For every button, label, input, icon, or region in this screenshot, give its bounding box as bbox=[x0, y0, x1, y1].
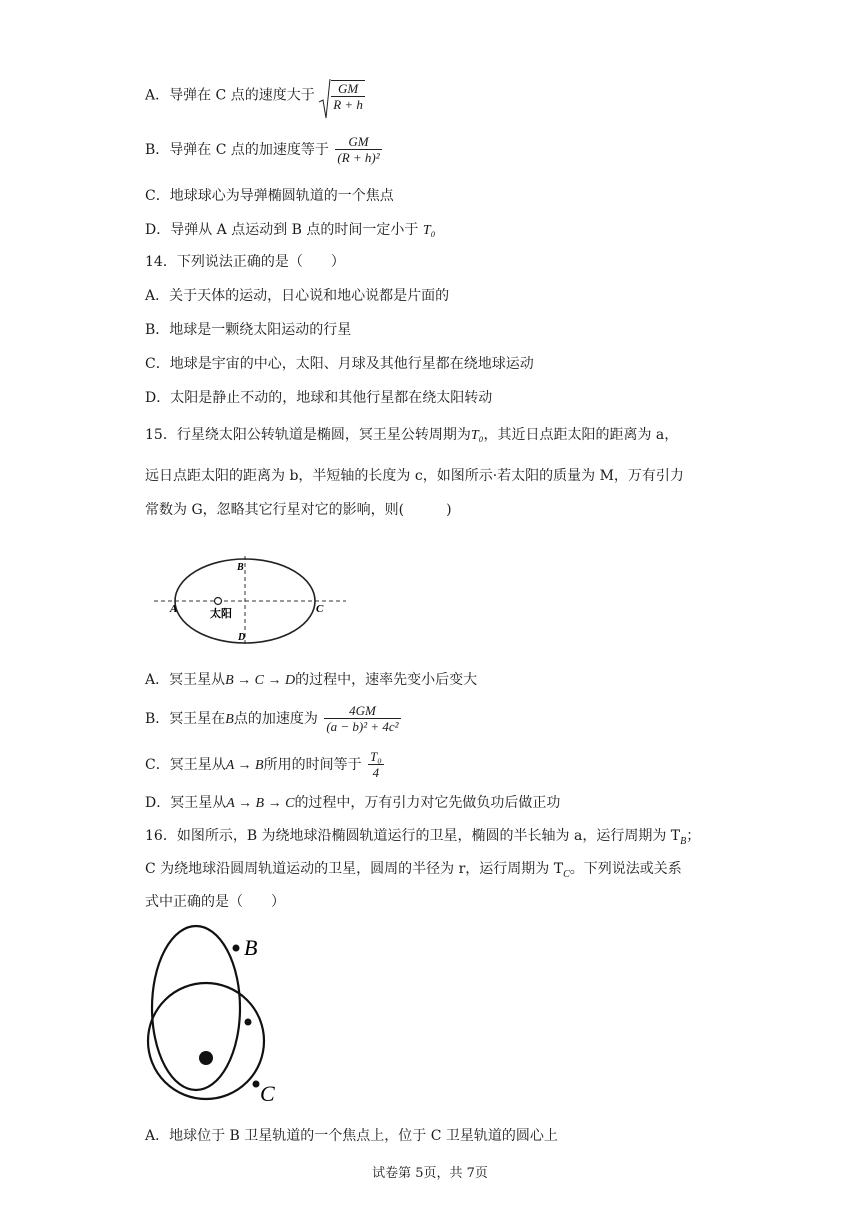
q16-orbit-figure bbox=[140, 920, 300, 1120]
q16-stem-line1 bbox=[145, 826, 700, 852]
label-b: B bbox=[237, 562, 244, 573]
q13-option-c: C．地球球心为导弹椭圆轨道的一个焦点 bbox=[145, 188, 394, 204]
fraction-numerator: GM bbox=[348, 134, 369, 149]
path-expression: A → B bbox=[225, 758, 264, 773]
subscript-c: C bbox=[563, 868, 570, 880]
q15-option-b bbox=[145, 703, 403, 735]
q15-option-d-text-cont: 的过程中，万有引力对它先做负功后做正功 bbox=[294, 795, 561, 811]
fraction bbox=[335, 134, 381, 166]
symbol-t0: T₀ bbox=[422, 223, 436, 238]
label-b: B bbox=[244, 935, 258, 960]
label-c: C bbox=[260, 1081, 275, 1106]
fraction-denominator: (a − b)² + 4c² bbox=[326, 719, 399, 734]
sqrt-fraction bbox=[331, 80, 365, 113]
q13-option-a bbox=[145, 78, 367, 113]
q16-stem-text-cont: 。下列说法或关系 bbox=[569, 861, 682, 877]
q13-option-b-text: B．导弹在 C 点的加速度等于 bbox=[145, 142, 329, 158]
q15-option-c bbox=[145, 749, 386, 781]
satellite-b bbox=[233, 945, 240, 952]
q16-stem-text: C 为绕地球沿圆周轨道运动的卫星，圆周的半径为 r，运行周期为 T bbox=[145, 861, 564, 877]
q15-stem-line2: 远日点距太阳的距离为 b，半短轴的长度为 c，如图所示·若太阳的质量为 M，万有引力 bbox=[145, 468, 684, 484]
q14-option-b: B．地球是一颗绕太阳运动的行星 bbox=[145, 322, 352, 338]
earth-marker bbox=[199, 1051, 213, 1065]
q15-stem-line1 bbox=[145, 425, 678, 446]
page-footer: 试卷第 5页，共 7页 bbox=[372, 1166, 488, 1181]
q15-option-d bbox=[145, 793, 560, 814]
orbit-c-circle bbox=[148, 983, 264, 1099]
label-sun: 太阳 bbox=[210, 608, 232, 620]
subscript-b: B bbox=[680, 835, 687, 847]
q13-option-b bbox=[145, 134, 384, 166]
orbit-b-ellipse bbox=[152, 926, 240, 1090]
fraction-numerator: 4GM bbox=[349, 703, 376, 718]
q16-stem-punct: ； bbox=[686, 828, 701, 844]
q13-option-a-text: A．导弹在 C 点的速度大于 bbox=[145, 87, 315, 104]
q15-option-b-text-cont: 点的加速度为 bbox=[233, 711, 318, 727]
fraction bbox=[368, 749, 384, 781]
sqrt-sign bbox=[319, 78, 331, 120]
q15-option-d-text: D．冥王星从 bbox=[145, 795, 227, 811]
q14-option-c: C．地球是宇宙的中心，太阳、月球及其他行星都在绕地球运动 bbox=[145, 356, 534, 372]
point-label: B bbox=[225, 712, 234, 727]
symbol-t0: T₀ bbox=[470, 428, 484, 443]
q15-option-a bbox=[145, 670, 477, 691]
satellite-c bbox=[253, 1081, 260, 1088]
q16-stem-text: 16．如图所示，B 为绕地球沿椭圆轨道运行的卫星，椭圆的半长轴为 a，运行周期为 T bbox=[145, 828, 681, 844]
label-a: A bbox=[170, 603, 178, 615]
q16-stem-line3: 式中正确的是（ ） bbox=[145, 894, 285, 910]
q15-stem-line3: 常数为 G，忽略其它行星对它的影响，则( ) bbox=[145, 502, 452, 518]
fraction-denominator: 4 bbox=[368, 764, 384, 781]
fraction-numerator: T₀ bbox=[370, 749, 382, 764]
sun-marker bbox=[215, 598, 222, 605]
q15-option-b-text: B．冥王星在 bbox=[145, 711, 226, 727]
fraction-numerator: GM bbox=[337, 81, 359, 96]
q15-option-c-text: C．冥王星从 bbox=[145, 757, 226, 773]
q15-stem-text: 15．行星绕太阳公转轨道是椭圆，冥王星公转周期为 bbox=[145, 427, 471, 443]
q13-option-d-text: D．导弹从 A 点运动到 B 点的时间一定小于 bbox=[145, 222, 419, 238]
q13-option-d bbox=[145, 220, 436, 241]
path-expression: A → B → C bbox=[226, 796, 295, 811]
q15-option-a-text: A．冥王星从 bbox=[145, 672, 226, 688]
q14-option-a: A．关于天体的运动，日心说和地心说都是片面的 bbox=[145, 288, 450, 304]
label-c: C bbox=[316, 603, 324, 615]
q15-stem-text-cont: ，其近日点距太阳的距离为 a， bbox=[483, 427, 679, 443]
q14-stem: 14．下列说法正确的是（ ） bbox=[145, 254, 345, 270]
fraction-denominator: R + h bbox=[333, 97, 363, 112]
q16-stem-line2 bbox=[145, 859, 682, 885]
q15-option-a-text-cont: 的过程中，速率先变小后变大 bbox=[295, 672, 478, 688]
label-d: D bbox=[238, 632, 246, 643]
q15-option-c-text-cont: 所用的时间等于 bbox=[263, 757, 362, 773]
path-expression: B → C → D bbox=[225, 673, 296, 688]
fraction-denominator: (R + h)² bbox=[337, 150, 380, 165]
q14-option-d: D．太阳是静止不动的，地球和其他行星都在绕太阳转动 bbox=[145, 390, 493, 406]
q15-ellipse-figure bbox=[150, 550, 350, 650]
sqrt-expression bbox=[319, 78, 367, 113]
q16-option-a: A．地球位于 B 卫星轨道的一个焦点上，位于 C 卫星轨道的圆心上 bbox=[145, 1128, 558, 1144]
intersection-point bbox=[245, 1019, 252, 1026]
fraction bbox=[324, 703, 400, 735]
